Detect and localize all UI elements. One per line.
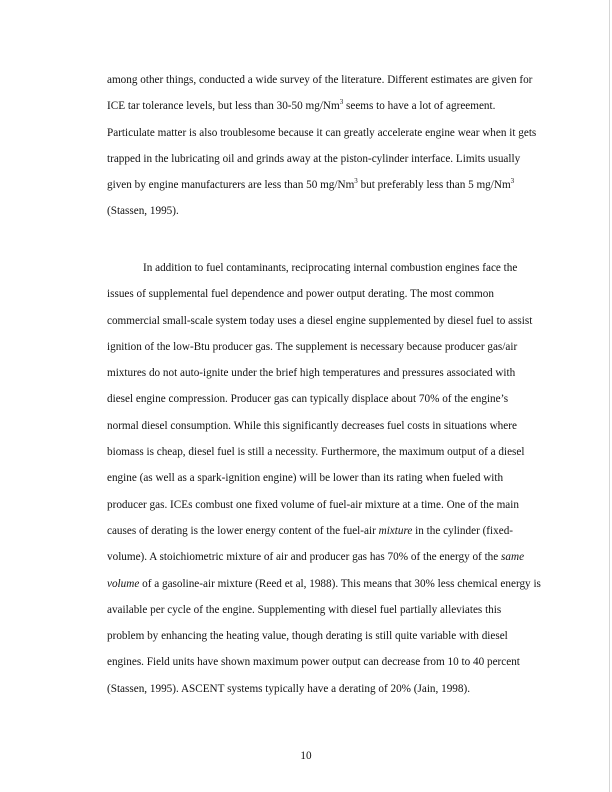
text-span: causes of derating is the lower energy content of the fuel-air xyxy=(107,524,379,537)
text-span: volume). A stoichiometric mixture of air and producer gas has 70% of the energy of the xyxy=(107,551,502,564)
superscript: 3 xyxy=(354,177,358,186)
text-span: seems to have a lot of agreement. xyxy=(343,100,496,113)
text-span: ICE tar tolerance levels, but less than 30-50 mg/Nm xyxy=(107,100,340,113)
superscript: 3 xyxy=(339,98,344,107)
text-span: in the cylinder (fixed- xyxy=(412,524,514,537)
text-line xyxy=(107,518,542,544)
text-line: normal diesel consumption. While this significantly decreases fuel costs in situations where xyxy=(107,419,517,432)
superscript: 3 xyxy=(510,177,515,186)
text-line: (Stassen, 1995). xyxy=(107,205,179,218)
text-line xyxy=(107,93,542,119)
text-line: producer gas. ICEs combust one fixed volume of fuel-air mixture at a time. One of the main xyxy=(107,498,519,511)
paragraph-1 xyxy=(107,67,542,225)
text-line: available per cycle of the engine. Supplementing with diesel fuel partially alleviates this xyxy=(107,603,502,616)
page-edge-divider xyxy=(609,0,610,792)
text-line: engine (as well as a spark-ignition engine) will be lower than its rating when fueled with xyxy=(107,472,504,485)
text-line: Particulate matter is also troublesome because it can greatly accelerate engine wear when it gets xyxy=(107,126,537,139)
emphasis: mixture xyxy=(378,524,413,537)
text-line xyxy=(107,544,542,570)
text-span: given by engine manufacturers are less than 50 mg/Nm xyxy=(107,179,355,192)
text-line: In addition to fuel contaminants, reciprocating internal combustion engines face the xyxy=(143,262,518,274)
text-line: among other things, conducted a wide survey of the literature. Different estimates are given for xyxy=(107,74,533,86)
emphasis: same xyxy=(501,551,525,564)
text-span: of a gasoline-air mixture (Reed et al, 1988). This means that 30% less chemical energy is xyxy=(139,577,541,590)
text-line: issues of supplemental fuel dependence and power output derating. The most common xyxy=(107,288,494,301)
emphasis: volume xyxy=(107,577,140,590)
text-line: diesel engine compression. Producer gas can typically displace about 70% of the engine’s xyxy=(107,393,509,406)
text-line: biomass is cheap, diesel fuel is still a necessity. Furthermore, the maximum output of a diesel xyxy=(107,446,525,459)
page-number: 10 xyxy=(300,750,312,762)
text-line: (Stassen, 1995). ASCENT systems typically have a derating of 20% (Jain, 1998). xyxy=(107,682,471,695)
text-line: engines. Field units have shown maximum power output can decrease from 10 to 40 percent xyxy=(107,656,520,669)
text-line: ignition of the low-Btu producer gas. The supplement is necessary because producer gas/air xyxy=(107,340,518,353)
text-line: commercial small-scale system today uses a diesel engine supplemented by diesel fuel to assist xyxy=(107,314,533,327)
text-line xyxy=(107,172,542,198)
text-line: mixtures do not auto-ignite under the brief high temperatures and pressures associated with xyxy=(107,367,516,380)
paragraph-2 xyxy=(107,255,542,702)
text-line xyxy=(107,571,542,597)
text-span: but preferably less than 5 mg/Nm xyxy=(357,179,511,192)
text-line: trapped in the lubricating oil and grinds away at the piston-cylinder interface. Limits usually xyxy=(107,152,521,165)
text-line: problem by enhancing the heating value, though derating is still quite variable with diesel xyxy=(107,630,508,643)
